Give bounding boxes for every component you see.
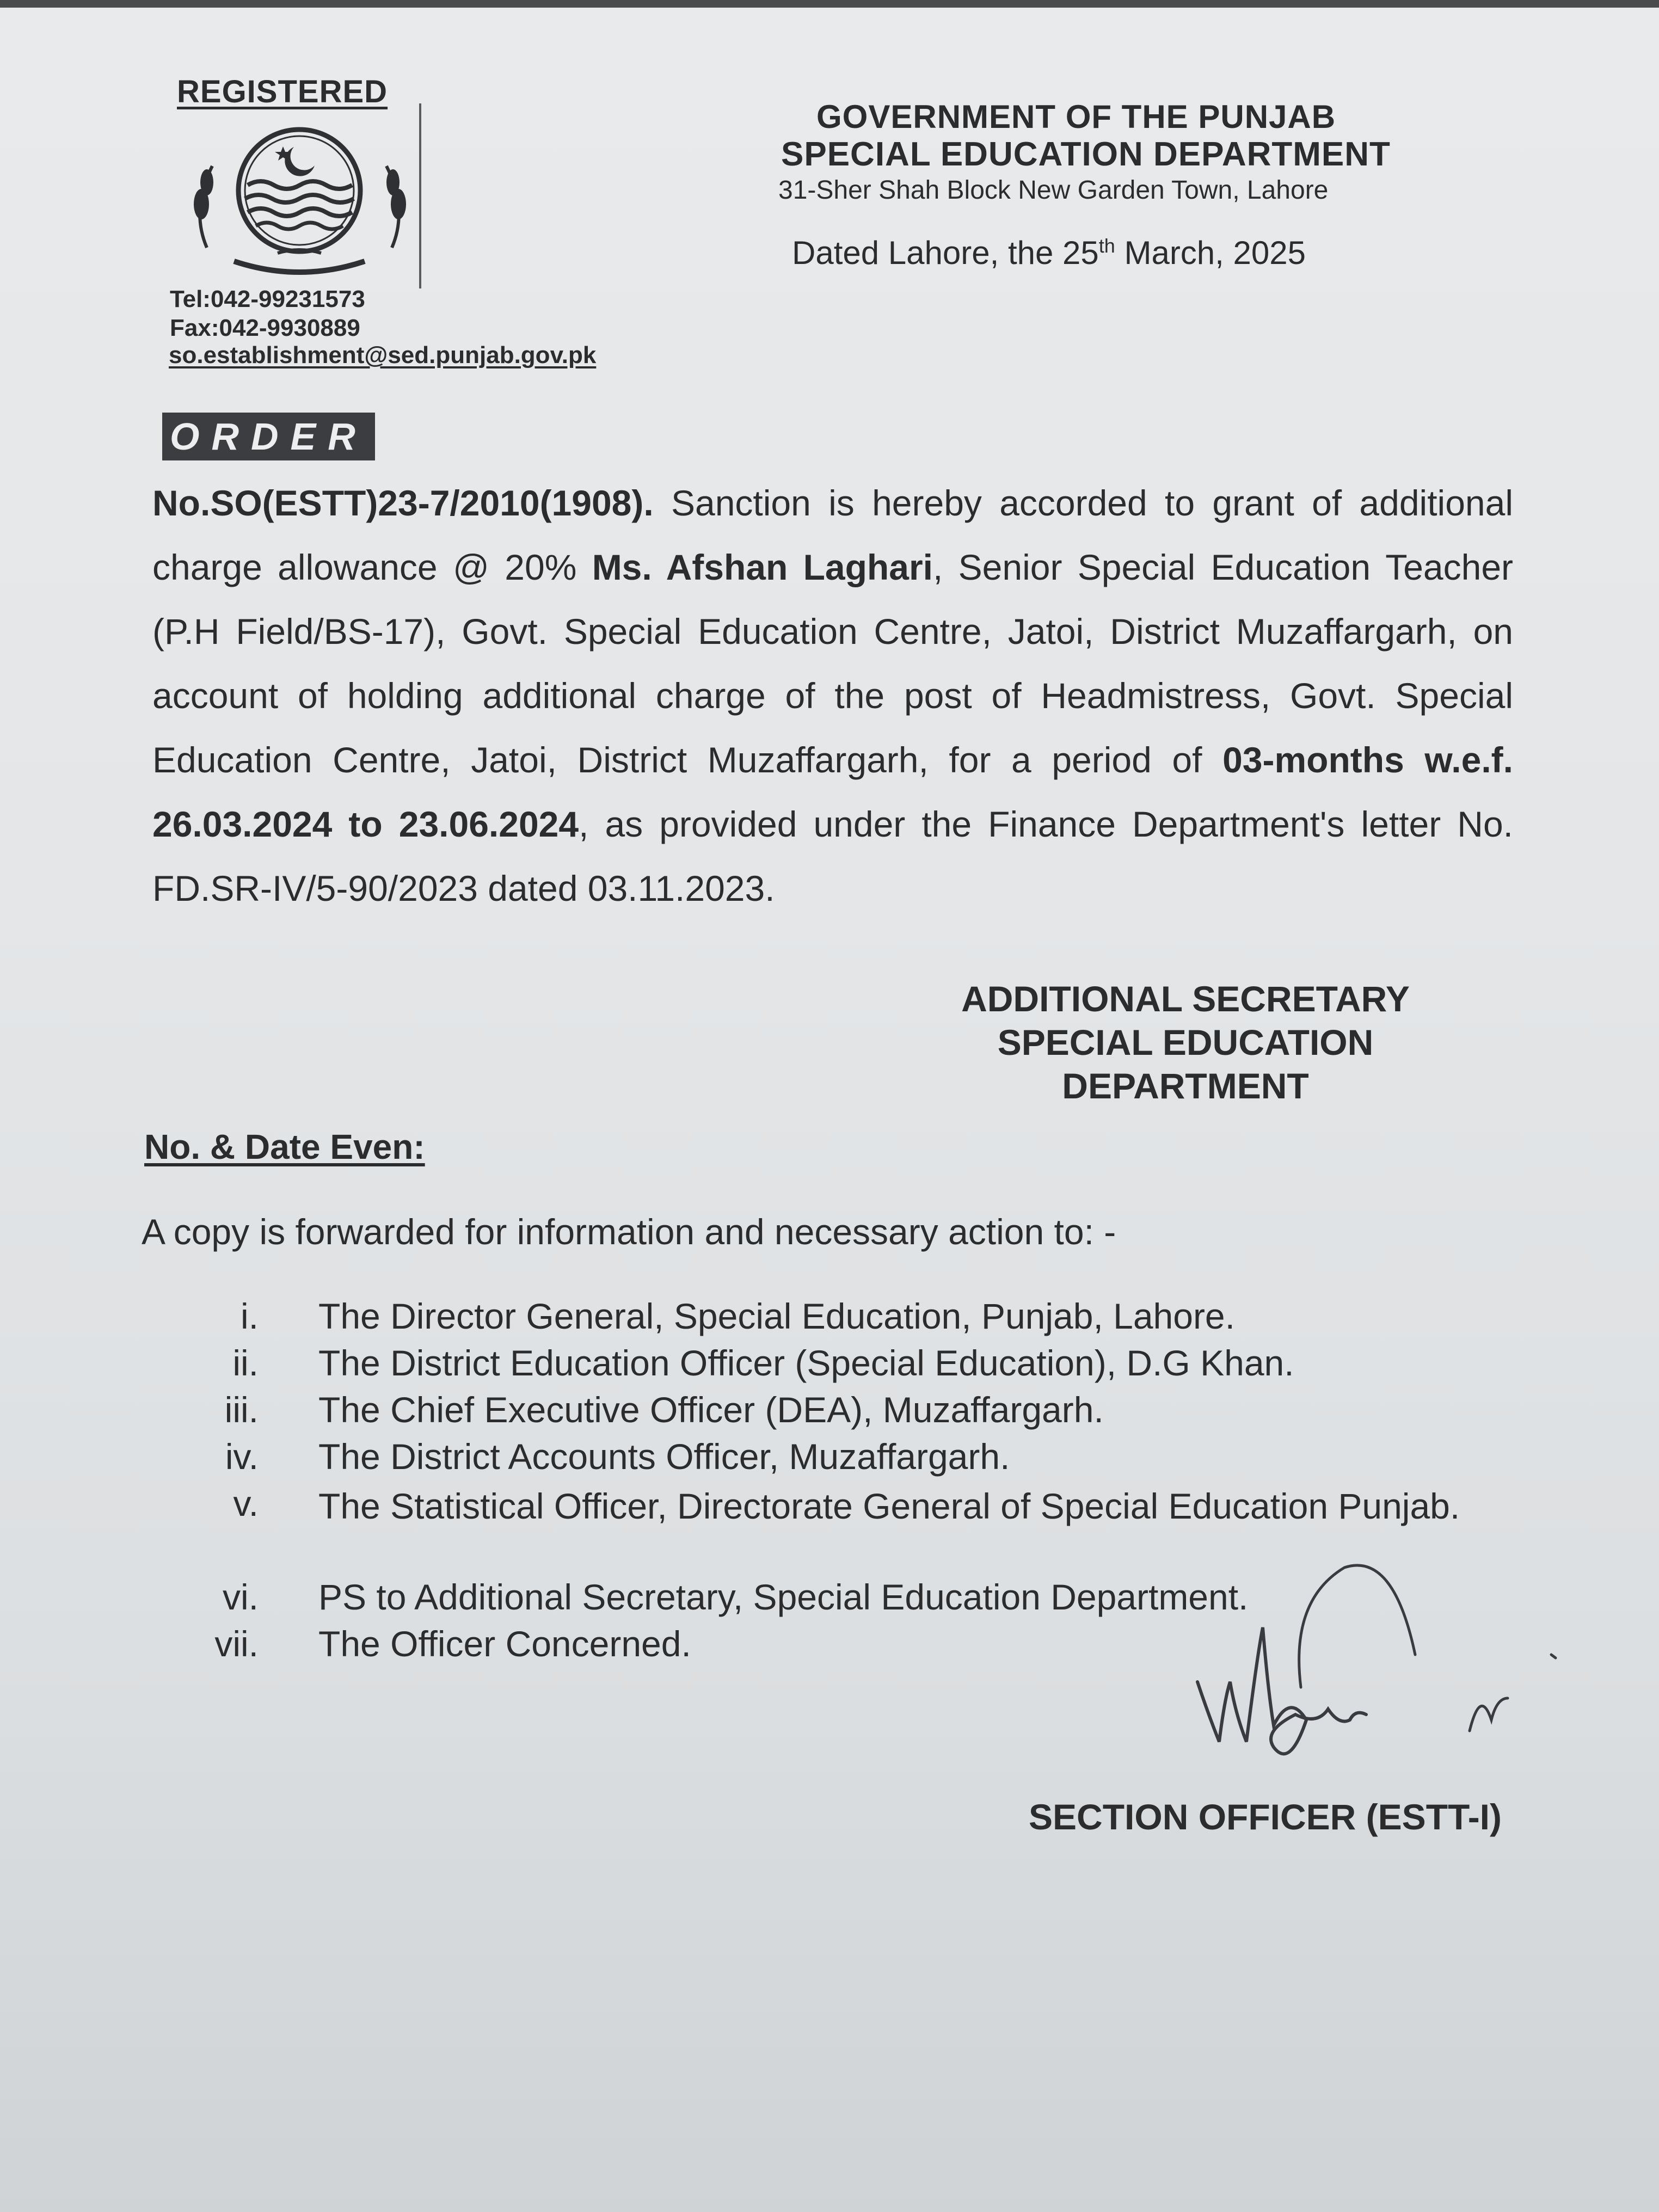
fax-number: Fax:042-9930889 [170, 315, 360, 341]
date-suffix: March, 2025 [1115, 235, 1306, 271]
handwritten-signature-icon [1165, 1551, 1578, 1834]
list-item [196, 1389, 1546, 1436]
order-body [152, 471, 1513, 920]
government-title: GOVERNMENT OF THE PUNJAB [816, 99, 1336, 135]
list-text: The District Education Officer (Special Education), D.G Khan. [318, 1343, 1294, 1383]
order-text-1: Sanction is hereby accorded to grant of additional charge allowance @ 20% [152, 483, 1513, 587]
document-date [792, 234, 1306, 272]
list-text: The Chief Executive Officer (DEA), Muzaffargarh. [318, 1390, 1104, 1430]
list-item [196, 1295, 1546, 1342]
list-text: The Statistical Officer, Directorate General of Special Education Punjab. [318, 1486, 1460, 1526]
header-divider [419, 103, 421, 288]
list-item [196, 1342, 1546, 1389]
list-text: The District Accounts Officer, Muzaffargarh. [318, 1436, 1010, 1477]
copy-forwarded-intro: A copy is forwarded for information and necessary action to: - [142, 1212, 1116, 1252]
signatory-line-2: SPECIAL EDUCATION [997, 1022, 1374, 1062]
government-of-punjab-emblem-icon [185, 122, 414, 280]
list-item [196, 1436, 1546, 1483]
signatory-line-3: DEPARTMENT [1062, 1066, 1309, 1106]
telephone-number: Tel:042-99231573 [170, 286, 365, 312]
date-ordinal: th [1098, 235, 1115, 257]
list-text: The Director General, Special Education, Punjab, Lahore. [318, 1296, 1235, 1336]
order-period: 03-months w.e.f. 26.03.2024 to 23.06.2024 [152, 740, 1513, 844]
signatory-section-officer: SECTION OFFICER (ESTT-I) [1029, 1797, 1502, 1837]
order-text-3: , as provided under the Finance Department's letter No. FD.SR-IV/5-90/2023 dated 03.11.2023. [152, 804, 1513, 908]
order-number: No.SO(ESTT)23-7/2010(1908). [152, 483, 654, 523]
list-number: vi. [223, 1577, 259, 1617]
list-number: vii. [214, 1624, 259, 1664]
list-text: The Officer Concerned. [318, 1624, 691, 1664]
order-text-2: , Senior Special Education Teacher (P.H Field/BS-17), Govt. Special Education Centre, Jatoi, District Muzaffargarh, on account of holding additional charge of the post of Headmistress, Govt. Special Education Centre, Jatoi, District Muzaffargarh, for a period of [152, 547, 1514, 780]
list-number: iv. [225, 1436, 259, 1477]
list-number: iii. [224, 1390, 259, 1430]
list-text: PS to Additional Secretary, Special Education Department. [318, 1577, 1249, 1617]
order-heading: ORDER [162, 413, 375, 460]
signatory-line-1: ADDITIONAL SECRETARY [961, 979, 1410, 1019]
signatory-additional-secretary [941, 977, 1430, 1108]
list-number: ii. [232, 1343, 259, 1383]
email-address[interactable]: so.establishment@sed.punjab.gov.pk [169, 342, 597, 368]
list-number: v. [233, 1483, 259, 1523]
no-date-even-heading: No. & Date Even: [144, 1127, 425, 1166]
employee-name: Ms. Afshan Laghari [592, 547, 933, 587]
registered-label: REGISTERED [177, 74, 388, 109]
date-prefix: Dated Lahore, the 25 [792, 235, 1099, 271]
top-edge [0, 0, 1659, 8]
department-title: SPECIAL EDUCATION DEPARTMENT [781, 136, 1391, 173]
department-address: 31-Sher Shah Block New Garden Town, Lahore [778, 176, 1329, 205]
list-number: i. [241, 1296, 259, 1336]
